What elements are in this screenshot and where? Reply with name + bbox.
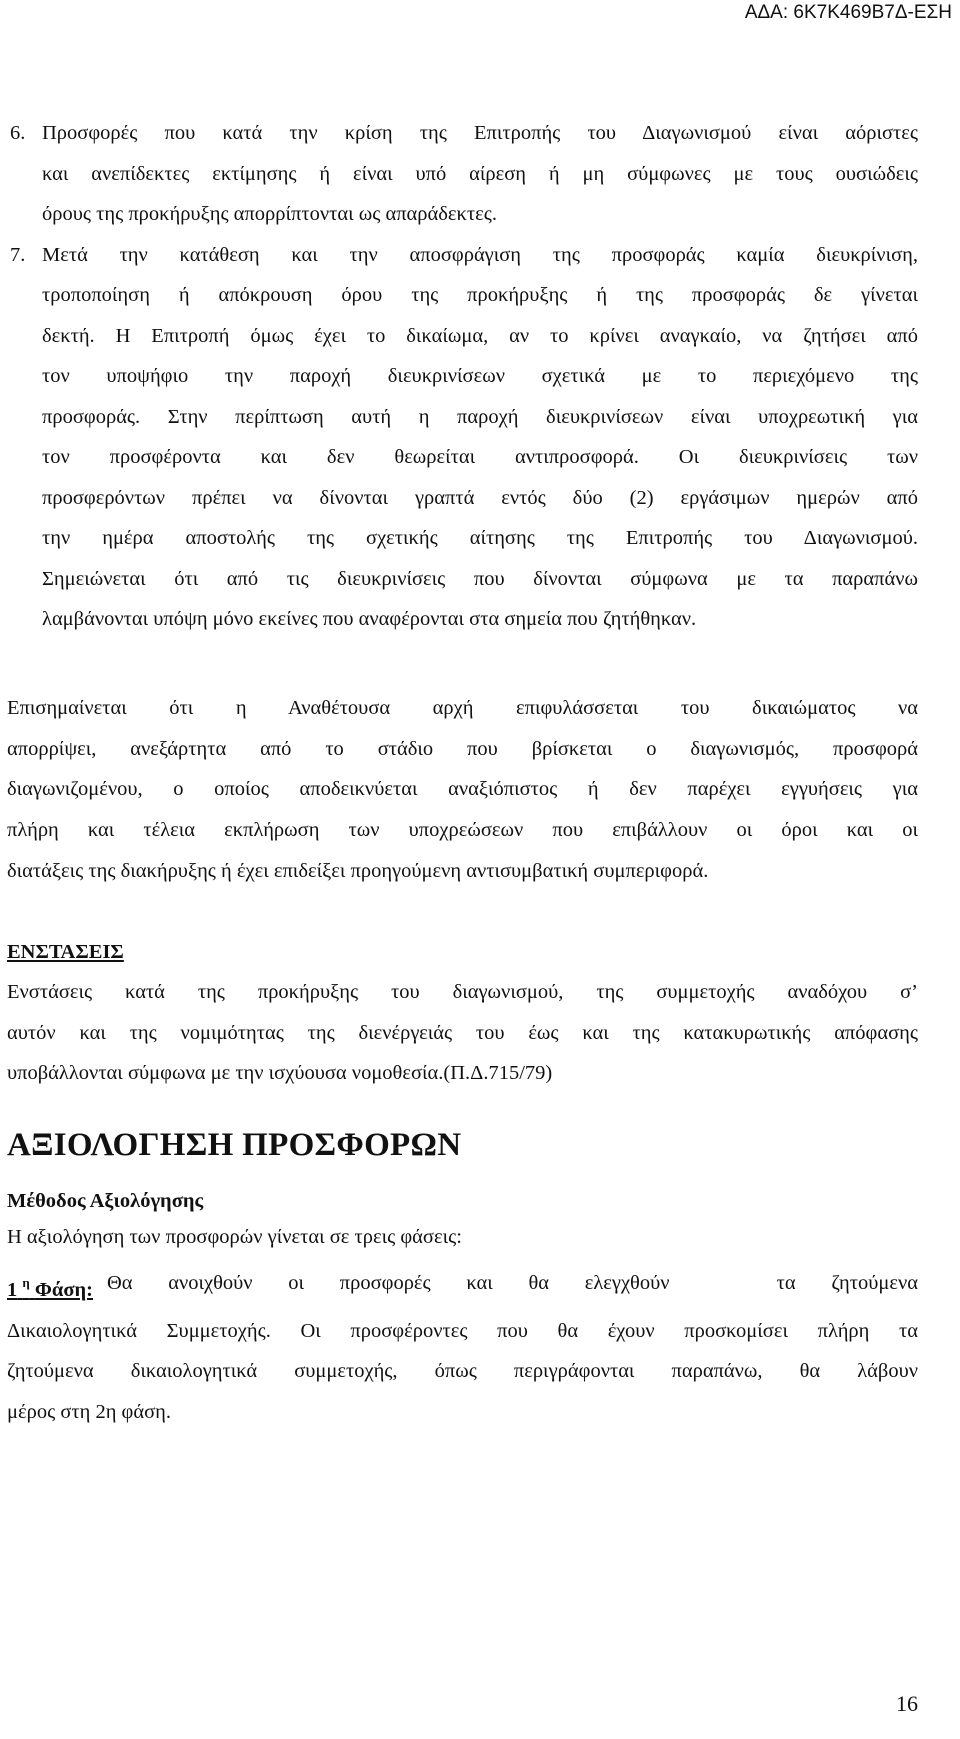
numbered-list — [10, 113, 918, 640]
text-line: αυτόν και της νομιμότητας της διενέργειάς του έως και της κατακυρωτικής απόφασης — [7, 1021, 918, 1044]
text-line: ζητούμενα δικαιολογητικά συμμετοχής, όπως περιγράφονται παραπάνω, θα λάβουν — [7, 1360, 918, 1382]
text-line: πλήρη και τέλεια εκπλήρωση των υποχρεώσεων που επιβάλλουν οι όροι και οι — [7, 819, 918, 842]
page-number: 16 — [896, 1691, 918, 1716]
text-line: Μετά την κατάθεση και την αποσφράγιση της προσφοράς καμία διευκρίνιση, — [42, 243, 918, 266]
text-line: δεκτή. Η Επιτροπή όμως έχει το δικαίωμα, αν το κρίνει αναγκαίο, να ζητήσει από — [42, 324, 918, 347]
evaluation-intro: Η αξιολόγηση των προσφορών γίνεται σε τρεις φάσεις: — [7, 1226, 462, 1248]
text-line: απορρίψει, ανεξάρτητα από το στάδιο που βρίσκεται ο διαγωνισμός, προσφορά — [7, 737, 918, 760]
text-line: μέρος στη 2η φάση. — [7, 1400, 172, 1423]
phase-number-digit: 1 — [7, 1279, 18, 1301]
text-line: διατάξεις της διακήρυξης ή έχει επιδείξει προηγούμενη αντισυμβατική συμπεριφορά. — [7, 859, 709, 882]
objections-heading: ΕΝΣΤΑΣΕΙΣ — [7, 941, 124, 963]
phase-label-text: Φάση: — [34, 1279, 93, 1301]
phase-number-superscript: η — [22, 1275, 30, 1290]
list-item-number: 6. — [10, 122, 26, 144]
text-line: τον προσφέροντα και δεν θεωρείται αντιπροσφορά. Οι διευκρινίσεις των — [42, 446, 918, 468]
text-line: προσφοράς. Στην περίπτωση αυτή η παροχή διευκρινίσεων είναι υποχρεωτική για — [42, 405, 918, 428]
text-line: υποβάλλονται σύμφωνα με την ισχύουσα νομοθεσία.(Π.Δ.715/79) — [7, 1062, 553, 1084]
evaluation-title: ΑΞΙΟΛΟΓΗΣΗ ΠΡΟΣΦΟΡΩΝ — [7, 1127, 462, 1163]
phase-number — [7, 1275, 93, 1301]
text-line: Θα ανοιχθούν οι προσφορές και θα ελεγχθούν τα ζητούμενα — [106, 1272, 918, 1294]
text-line: προσφερόντων πρέπει να δίνονται γραπτά εντός δύο (2) εργάσιμων ημερών από — [42, 486, 918, 509]
text-line: Προσφορές που κατά την κρίση της Επιτροπής του Διαγωνισμού είναι αόριστες — [42, 122, 918, 144]
text-line: Ενστάσεις κατά της προκήρυξης του διαγωνισμού, της συμμετοχής αναδόχου σ’ — [7, 981, 918, 1003]
text-line: Δικαιολογητικά Συμμετοχής. Οι προσφέροντες που θα έχουν προσκομίσει πλήρη τα — [7, 1319, 918, 1342]
text-line: και ανεπίδεκτες εκτίμησης ή είναι υπό αίρεση ή μη σύμφωνες με τους ουσιώδεις — [42, 162, 918, 185]
phase-1-label-group — [7, 1263, 93, 1311]
text-line: όρους της προκήρυξης απορρίπτονται ως απαράδεκτες. — [42, 203, 497, 225]
list-item-6 — [10, 113, 918, 235]
method-heading: Μέθοδος Αξιολόγησης — [7, 1190, 204, 1212]
list-item-text — [42, 235, 918, 640]
text-line: Επισημαίνεται ότι η Αναθέτουσα αρχή επιφυλάσσεται του δικαιώματος να — [7, 697, 918, 719]
text-line: Σημειώνεται ότι από τις διευκρινίσεις που δίνονται σύμφωνα με τα παραπάνω — [42, 567, 918, 590]
list-item-7 — [10, 235, 918, 640]
phase-1-first-line — [7, 1263, 918, 1311]
objections-text — [7, 972, 918, 1094]
phase-1-paragraph — [7, 1263, 918, 1432]
objections-section — [7, 932, 918, 1094]
text-line: τροποποίηση ή απόκρουση όρου της προκήρυξης ή της προσφοράς δε γίνεται — [42, 284, 918, 306]
text-line: τον υποψήφιο την παροχή διευκρινίσεων σχετικά με το περιεχόμενο της — [42, 365, 918, 387]
list-item-number: 7. — [10, 243, 26, 266]
text-line: την ημέρα αποστολής της σχετικής αίτησης της Επιτροπής του Διαγωνισμού. — [42, 527, 918, 549]
text-line: λαμβάνονται υπόψη μόνο εκείνες που αναφέρονται στα σημεία που ζητήθηκαν. — [42, 608, 697, 630]
ada-code: ΑΔΑ: 6Κ7Κ469Β7Δ-ΕΣΗ — [744, 2, 952, 23]
list-item-text — [42, 113, 918, 235]
text-line: διαγωνιζομένου, ο οποίος αποδεικνύεται αναξιόπιστος ή δεν παρέχει εγγυήσεις για — [7, 778, 918, 801]
reservation-paragraph — [7, 688, 918, 892]
